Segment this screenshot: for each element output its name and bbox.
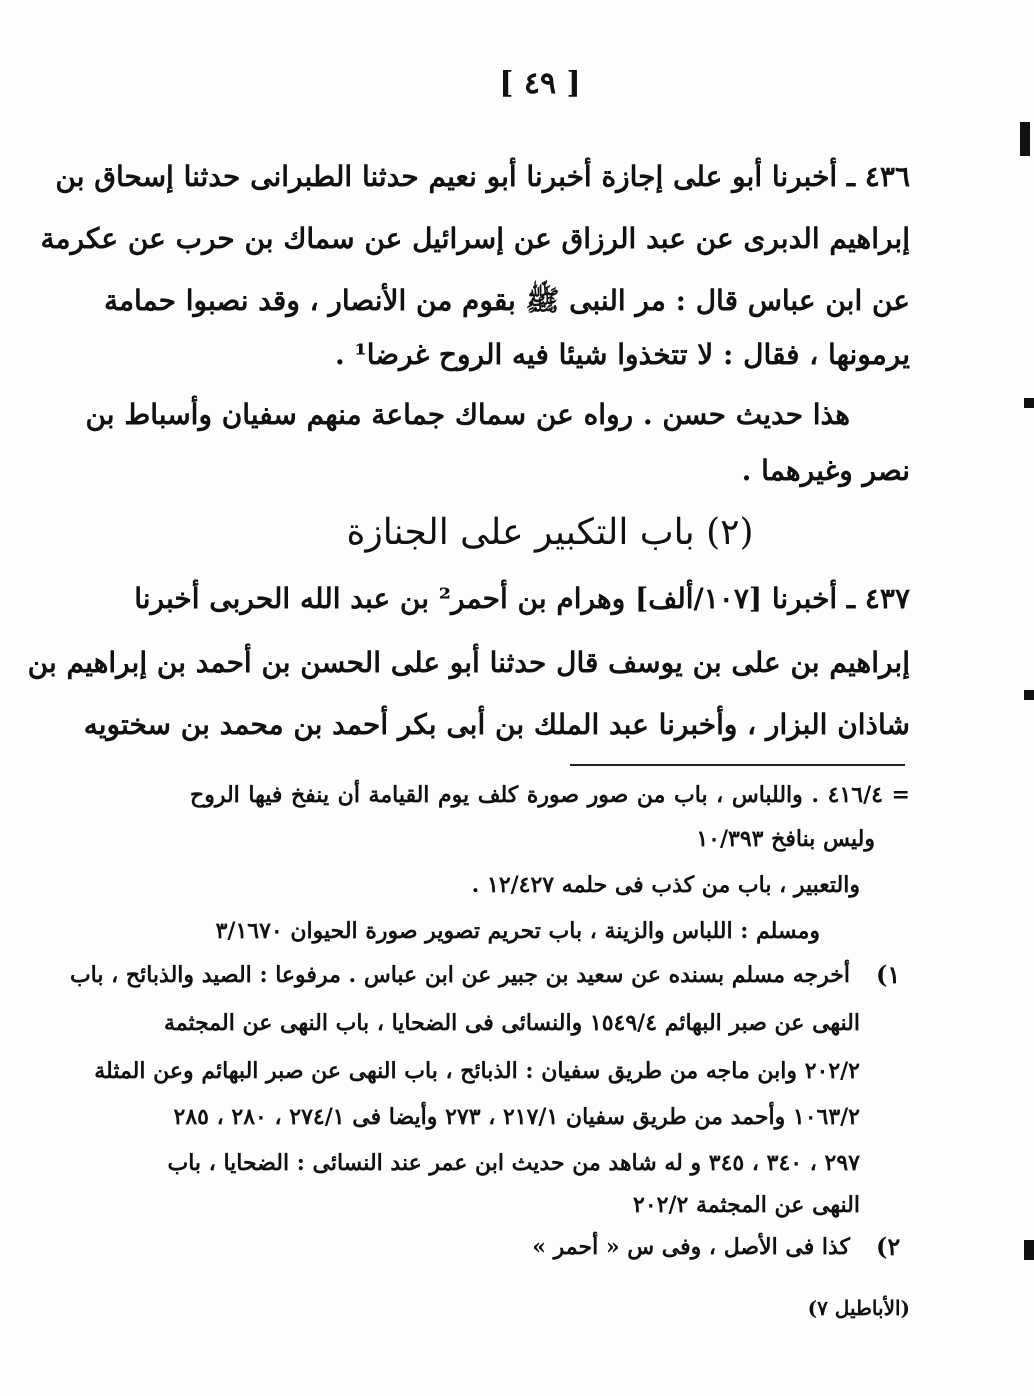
footnote-1-line-2: النهى عن صبر البهائم ١٥٤٩/٤ والنسائى فى الضحايا ، باب النهى عن المجثمة [163,1010,860,1036]
footnote-continued-line-1: = ٤١٦/٤ . واللباس ، باب من صور صورة كلف يوم القيامة أن ينفخ فيها الروح [190,782,910,808]
hadith-437-line-1: ٤٣٧ ـ أخبرنا [١٠٧/ألف] وهرام بن أحمر² بن عبد الله الحربى أخبرنا [134,582,910,615]
footnote-separator [570,764,905,766]
page-number: [ ٤٩ ] [499,66,581,101]
chapter-heading: (٢) باب التكبير على الجنازة [346,512,754,553]
footnote-2-number: ٢) [876,1232,901,1261]
signature-mark: (الأباطيل ٧) [807,1296,910,1320]
hadith-437-line-2: إبراهيم بن على بن يوسف قال حدثنا أبو على الحسن بن أحمد بن إبراهيم بن [27,646,910,679]
footnote-1-number: ١) [876,960,901,989]
footnote-continued-line-3: والتعبير ، باب من كذب فى حلمه ١٢/٤٢٧ . [471,872,860,898]
scan-edge-mark [1024,690,1034,700]
scan-edge-mark [1020,122,1030,156]
comment-line-2: نصر وغيرهما . [741,454,910,487]
hadith-437-line-3: شاذان البزار ، وأخبرنا عبد الملك بن أبى بكر أحمد بن محمد بن سختويه [83,708,910,741]
hadith-436-line-1: ٤٣٦ ـ أخبرنا أبو على إجازة أخبرنا أبو نعيم حدثنا الطبرانى حدثنا إسحاق بن [55,160,910,193]
comment-line-1: هذا حديث حسن . رواه عن سماك جماعة منهم سفيان وأسباط بن [85,398,850,431]
hadith-436-line-3: عن ابن عباس قال : مر النبى ﷺ بقوم من الأنصار ، وقد نصبوا حمامة [103,284,910,317]
footnote-1-line-1: أخرجه مسلم بسنده عن سعيد بن جبير عن ابن عباس . مرفوعا : الصيد والذبائح ، باب [69,962,850,988]
footnote-1-line-3: ٢٠٢/٢ وابن ماجه من طريق سفيان : الذبائح ، باب النهى عن صبر البهائم وعن المثلة [94,1058,860,1084]
footnote-1-line-5: ٢٩٧ ، ٣٤٠ ، ٣٤٥ و له شاهد من حديث ابن عمر عند النسائى : الضحايا ، باب [167,1150,860,1176]
hadith-436-line-4: يرمونها ، فقال : لا تتخذوا شيئا فيه الروح غرضا¹ . [334,338,910,371]
footnote-2-text: كذا فى الأصل ، وفى س « أحمر » [532,1234,850,1260]
footnote-continued-line-4: ومسلم : اللباس والزينة ، باب تحريم تصوير صورة الحيوان ٣/١٦٧٠ [215,918,820,944]
footnote-1-line-4: ١٠٦٣/٢ وأحمد من طريق سفيان ٢١٧/١ ، ٢٧٣ وأيضا فى ٢٧٤/١ ، ٢٨٠ ، ٢٨٥ [173,1104,860,1130]
footnote-1-line-6: النهى عن المجثمة ٢٠٢/٢ [633,1192,860,1218]
scan-edge-mark [1024,1240,1034,1260]
footnote-continued-line-2: وليس بنافخ ١٠/٣٩٣ [696,826,875,852]
hadith-436-line-2: إبراهيم الدبرى عن عبد الرزاق عن إسرائيل عن سماك بن حرب عن عكرمة [40,222,910,255]
scan-edge-mark [1024,398,1034,408]
